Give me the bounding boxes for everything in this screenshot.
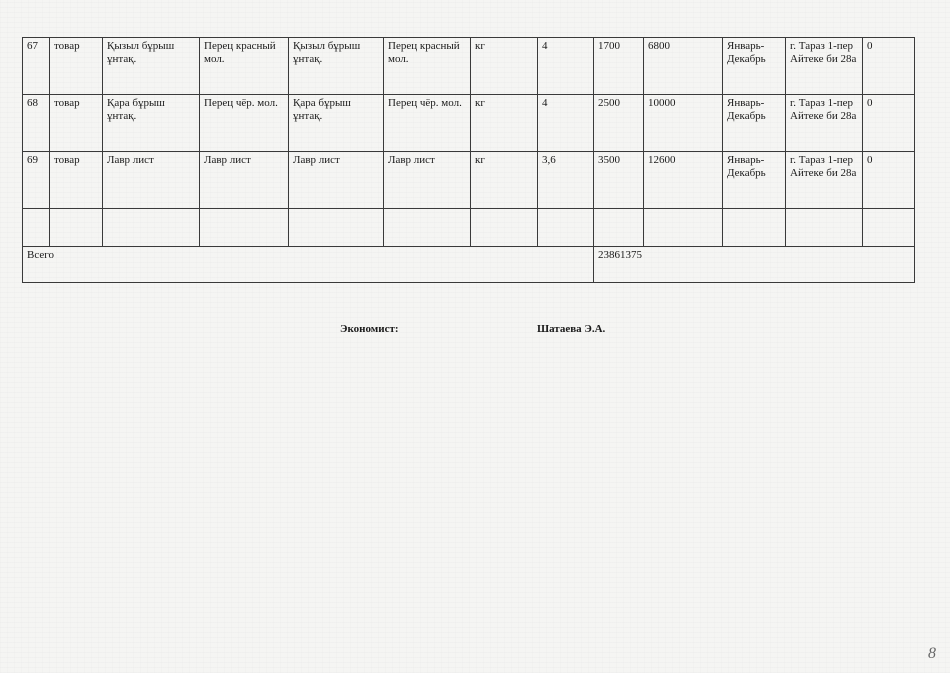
sum-cell: 12600 xyxy=(644,152,723,209)
row-number-cell: 67 xyxy=(23,38,50,95)
address-cell: г. Тараз 1-пер Айтеке би 28а xyxy=(786,95,863,152)
row-number-cell: 68 xyxy=(23,95,50,152)
total-row xyxy=(23,247,915,283)
row-number-cell: 69 xyxy=(23,152,50,209)
item-name-kz-cell: Қара бұрыш ұнтақ. xyxy=(103,95,200,152)
advance-cell: 0 xyxy=(863,152,915,209)
item-name-ru-cell: Перец чёр. мол. xyxy=(200,95,289,152)
unit-cell: кг xyxy=(471,95,538,152)
procurement-table xyxy=(22,37,915,283)
item-type-cell: товар xyxy=(50,152,103,209)
unit-cell: кг xyxy=(471,38,538,95)
item-description-kz-cell: Лавр лист xyxy=(289,152,384,209)
price-cell: 3500 xyxy=(594,152,644,209)
table-row xyxy=(23,152,915,209)
item-name-kz-cell: Қызыл бұрыш ұнтақ. xyxy=(103,38,200,95)
table-row xyxy=(23,95,915,152)
period-cell: Январь-Декабрь xyxy=(723,95,786,152)
empty-cell xyxy=(863,209,915,247)
item-description-kz-cell: Қызыл бұрыш ұнтақ. xyxy=(289,38,384,95)
item-description-ru-cell: Перец красный мол. xyxy=(384,38,471,95)
period-cell: Январь-Декабрь xyxy=(723,38,786,95)
item-name-kz-cell: Лавр лист xyxy=(103,152,200,209)
address-cell: г. Тараз 1-пер Айтеке би 28а xyxy=(786,152,863,209)
item-type-cell: товар xyxy=(50,95,103,152)
item-name-ru-cell: Лавр лист xyxy=(200,152,289,209)
total-label-cell: Всего xyxy=(23,247,594,283)
empty-cell xyxy=(723,209,786,247)
signature-title: Экономист: xyxy=(340,323,399,335)
price-cell: 1700 xyxy=(594,38,644,95)
unit-cell: кг xyxy=(471,152,538,209)
address-cell: г. Тараз 1-пер Айтеке би 28а xyxy=(786,38,863,95)
total-value-cell: 23861375 xyxy=(594,247,915,283)
empty-table-row xyxy=(23,209,915,247)
sum-cell: 10000 xyxy=(644,95,723,152)
advance-cell: 0 xyxy=(863,38,915,95)
item-name-ru-cell: Перец красный мол. xyxy=(200,38,289,95)
advance-cell: 0 xyxy=(863,95,915,152)
item-description-ru-cell: Лавр лист xyxy=(384,152,471,209)
empty-cell xyxy=(200,209,289,247)
price-cell: 2500 xyxy=(594,95,644,152)
empty-cell xyxy=(786,209,863,247)
quantity-cell: 3,6 xyxy=(538,152,594,209)
quantity-cell: 4 xyxy=(538,38,594,95)
empty-cell xyxy=(644,209,723,247)
quantity-cell: 4 xyxy=(538,95,594,152)
sum-cell: 6800 xyxy=(644,38,723,95)
item-description-kz-cell: Қара бұрыш ұнтақ. xyxy=(289,95,384,152)
empty-cell xyxy=(50,209,103,247)
empty-cell xyxy=(23,209,50,247)
table-row xyxy=(23,38,915,95)
empty-cell xyxy=(594,209,644,247)
item-type-cell: товар xyxy=(50,38,103,95)
signature-name: Шатаева Э.А. xyxy=(537,323,606,335)
empty-cell xyxy=(471,209,538,247)
period-cell: Январь-Декабрь xyxy=(723,152,786,209)
empty-cell xyxy=(384,209,471,247)
empty-cell xyxy=(289,209,384,247)
empty-cell xyxy=(538,209,594,247)
empty-cell xyxy=(103,209,200,247)
item-description-ru-cell: Перец чёр. мол. xyxy=(384,95,471,152)
page-number-mark: 8 xyxy=(928,645,936,662)
